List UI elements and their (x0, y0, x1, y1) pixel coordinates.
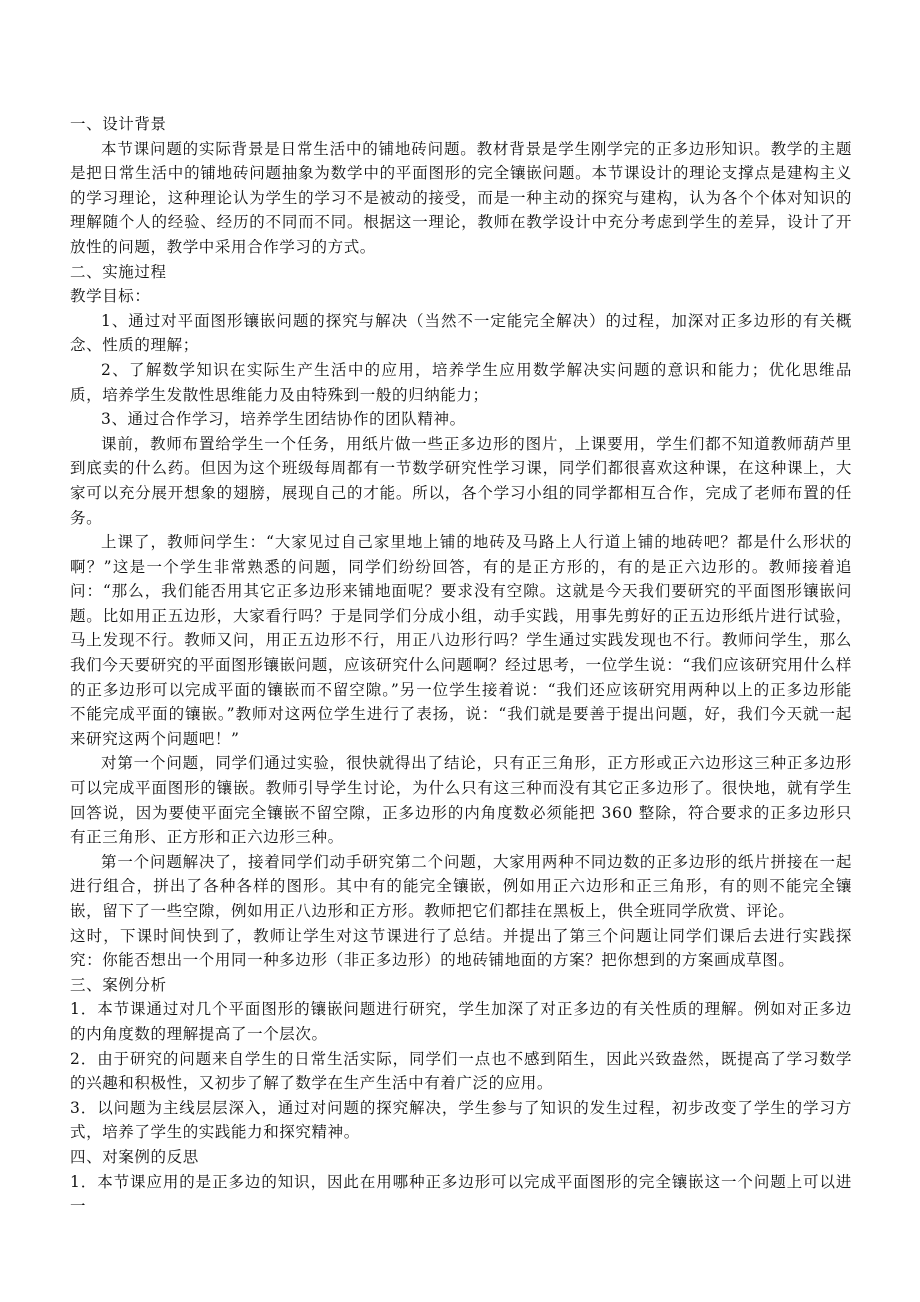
section-title-case-analysis: 三、案例分析 (70, 975, 167, 994)
teaching-goals-label: 教学目标： (70, 287, 151, 306)
paragraph-design-background: 本节课问题的实际背景是日常生活中的铺地砖问题。教材背景是学生刚学完的正多边形知识。教学的主题是把日常生活中的铺地砖问题抽象为数学中的平面图形的完全镶嵌问题。本节课设计的理论支撑点是建构主义的学习理论，这种理论认为学生的学习不是被动的接受，而是一种主动的探究与建构，认为各个个体对知识的理解随个人的经验、经历的不同而不同。根据这一理论，教师在教学设计中充分考虑到学生的差异，设计了开放性的问题，教学中采用合作学习的方式。 (70, 139, 852, 256)
section-title-design-background: 一、设计背景 (70, 115, 167, 133)
document-body (70, 112, 852, 1219)
paragraph-second-problem: 第一个问题解决了，接着同学们动手研究第二个问题，大家用两种不同边数的正多边形的纸片拼接在一起进行组合，拼出了各种各样的图形。其中有的能完全镶嵌，例如用正六边形和正三角形，有的则不能完全镶嵌，留下了一些空隙，例如用正八边形和正方形。教师把它们都挂在黑板上，供全班同学欣赏、评论。 (70, 852, 852, 920)
paragraph-summary: 这时，下课时间快到了，教师让学生对这节课进行了总结。并提出了第三个问题让同学们课后去进行实践探究：你能否想出一个用同一种多边形（非正多边形）的地砖铺地面的方案？把你想到的方案画成草图。 (70, 926, 852, 970)
paragraph-before-class: 课前，教师布置给学生一个任务，用纸片做一些正多边形的图片，上课要用，学生们都不知道教师葫芦里到底卖的什么药。但因为这个班级每周都有一节数学研究性学习课，同学们都很喜欢这种课，在这种课上，大家可以充分展开想象的翅膀，展现自己的才能。所以，各个学习小组的同学都相互合作，完成了老师布置的任务。 (70, 434, 852, 527)
section-title-reflection: 四、对案例的反思 (70, 1147, 199, 1166)
analysis-item-1: 1．本节课通过对几个平面图形的镶嵌问题进行研究，学生加深了对正多边的有关性质的理解。例如对正多边的内角度数的理解提高了一个层次。 (70, 1000, 852, 1043)
teaching-goal-2: 2、了解数学知识在实际生产生活中的应用，培养学生应用数学解决实问题的意识和能力；优化思维品质，培养学生发散性思维能力及由特殊到一般的归纳能力； (70, 360, 852, 404)
section-title-implementation: 二、实施过程 (70, 262, 167, 281)
paragraph-first-problem: 对第一个问题，同学们通过实验，很快就得出了结论，只有正三角形，正方形或正六边形这三种正多边形可以完成平面图形的镶嵌。教师引导学生讨论，为什么只有这三种而没有其它正多边形了。很快地，就有学生回答说，因为要使平面完全镶嵌不留空隙，正多边形的内角度数必须能把 360 整除，符合要求的正多边形只有正三角形、正方形和正六边形三种。 (70, 754, 852, 847)
paragraph-class-begins: 上课了，教师问学生：“大家见过自己家里地上铺的地砖及马路上人行道上铺的地砖吧？都是什么形状的啊？”这是一个学生非常熟悉的问题，同学们纷纷回答，有的是正方形的，有的是正六边形的。教师接着追问：“那么，我们能否用其它正多边形来铺地面呢？要求没有空隙。这就是今天我们要研究的平面图形镶嵌问题。比如用正五边形，大家看行吗？于是同学们分成小组，动手实践，用事先剪好的正五边形纸片进行试验，马上发现不行。教师又问，用正五边形不行，用正八边形行吗？学生通过实践发现也不行。教师问学生，那么我们今天要研究的平面图形镶嵌问题，应该研究什么问题啊？经过思考，一位学生说：“我们应该研究用什么样的正多边形可以完成平面的镶嵌而不留空隙。”另一位学生接着说：“我们还应该研究用两种以上的正多边形能不能完成平面的镶嵌。”教师对这两位学生进行了表扬，说：“我们就是要善于提出问题，好，我们今天就一起来研究这两个问题吧！” (70, 533, 852, 748)
analysis-item-2: 2．由于研究的问题来自学生的日常生活实际，同学们一点也不感到陌生，因此兴致盎然，既提高了学习数学的兴趣和积极性，又初步了解了数学在生产生活中有着广泛的应用。 (70, 1049, 852, 1093)
analysis-item-3: 3．以问题为主线层层深入，通过对问题的探究解决，学生参与了知识的发生过程，初步改变了学生的学习方式，培养了学生的实践能力和探究精神。 (70, 1098, 852, 1142)
teaching-goal-1: 1、通过对平面图形镶嵌问题的探究与解决（当然不一定能完全解决）的过程，加深对正多边形的有关概念、性质的理解； (70, 311, 852, 355)
reflection-item-1: 1．本节课应用的是正多边的知识，因此在用哪种正多边形可以完成平面图形的完全镶嵌这一个问题上可以进一 (70, 1172, 852, 1216)
teaching-goal-3: 3、通过合作学习，培养学生团结协作的团队精神。 (101, 410, 466, 429)
